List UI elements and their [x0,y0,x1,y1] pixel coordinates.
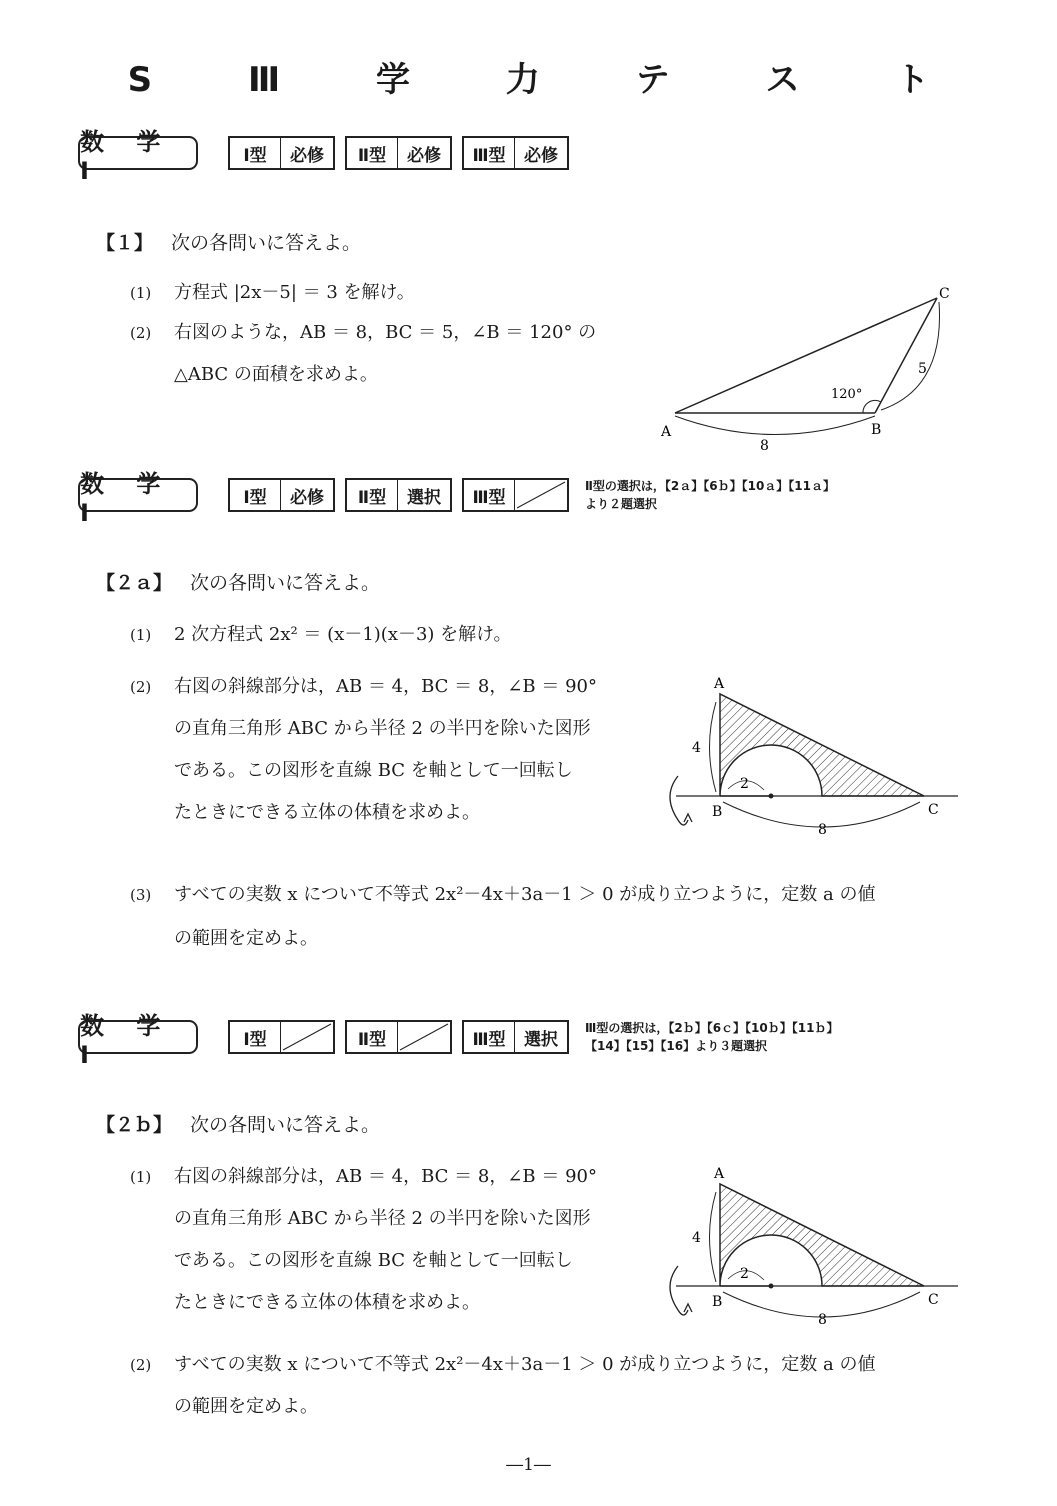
type-box-3 [462,478,569,512]
radius-label: 2 [740,1266,749,1282]
vertex-b-label: B [712,804,723,820]
side-bc-label: 8 [818,822,827,838]
empty-slot-slash [515,480,567,510]
empty-slot-slash [281,1022,333,1052]
type-box-3 [462,136,569,170]
type-box-3 [462,1020,569,1054]
part-number: (3) [130,886,152,904]
vertex-b-label: B [871,422,882,438]
part-number: (1) [130,1168,152,1186]
question-1-part-1 [130,278,415,304]
question-number: 【１】 [96,232,154,254]
question-number: 【２ｂ】 [96,1114,173,1136]
type-label: Ⅰ型 [230,1022,281,1052]
part-text: 右図の斜線部分は，AB ＝ 4，BC ＝ 8，∠B ＝ 90° [174,1166,598,1187]
part-text: △ABC の面積を求めよ。 [174,364,378,385]
page-number: ―1― [506,1455,551,1475]
part-text: 右図の斜線部分は，AB ＝ 4，BC ＝ 8，∠B ＝ 90° [174,676,598,697]
question-number: 【２ａ】 [96,572,173,594]
vertex-c-label: C [928,1292,939,1308]
question-2b-part-2 [130,1350,875,1376]
type-label: Ⅱ型 [347,138,398,168]
type-box-2 [345,1020,452,1054]
type-label: Ⅰ型 [230,138,281,168]
vertex-a-label: A [714,676,725,692]
part-number: (2) [130,324,152,342]
vertex-c-label: C [939,286,950,302]
part-text-line: の直角三角形 ABC から半径 2 の半円を除いた図形 [174,1208,591,1229]
side-ab-label: 4 [692,740,701,756]
triangle-figure-1 [655,278,965,458]
type-status: 選択 [407,487,441,508]
part-text: 方程式 |2x－5| ＝ 3 を解け。 [174,282,415,303]
question-intro: 次の各問いに答えよ。 [171,232,362,254]
part-text-line: の直角三角形 ABC から半径 2 の半円を除いた図形 [174,718,591,739]
part-number: (2) [130,1356,152,1374]
type-status: 必修 [290,145,324,166]
question-1-part-2 [130,318,596,344]
type-label: Ⅰ型 [230,480,281,510]
part-number: (1) [130,284,152,302]
part-text-line: である。この図形を直線 BC を軸として一回転し [174,1250,573,1271]
question-2a-part-1 [130,620,511,646]
side-bc-label: 8 [818,1312,827,1328]
part-text-line: の範囲を定めよ。 [174,928,318,949]
part-text-line: である。この図形を直線 BC を軸として一回転し [174,760,573,781]
type-label: Ⅱ型 [347,480,398,510]
question-intro: 次の各問いに答えよ。 [190,572,381,594]
side-ab-label: 8 [760,438,769,454]
part-text: すべての実数 x について不等式 2x²－4x＋3a－1 ＞ 0 が成り立つように，定数 a の値 [174,884,876,905]
type-label: Ⅲ型 [464,1022,515,1052]
type-box-2 [345,478,452,512]
part-number: (2) [130,678,152,696]
part-text-line: たときにできる立体の体積を求めよ。 [174,1292,480,1313]
subject-label: 数 学 Ⅰ [78,478,198,512]
selection-note: Ⅲ型の選択は，【2ｂ】【6ｃ】【10ｂ】【11ｂ】 【14】【15】【16】より３題選択 [585,1021,839,1053]
subject-label: 数 学 Ⅰ [78,1020,198,1054]
vertex-b-label: B [712,1294,723,1310]
type-box-1 [228,136,335,170]
type-label: Ⅲ型 [464,138,515,168]
question-2b-header [96,1110,380,1137]
type-box-2 [345,136,452,170]
empty-slot-slash [398,1022,450,1052]
type-status: 選択 [524,1029,558,1050]
rotation-figure-2b [658,1162,963,1332]
part-text-line: の範囲を定めよ。 [174,1396,318,1417]
type-label: Ⅲ型 [464,480,515,510]
subject-banner-1 [78,127,579,185]
radius-label: 2 [740,776,749,792]
type-label: Ⅱ型 [347,1022,398,1052]
question-2a-part-2 [130,672,597,698]
subject-banner-2 [78,469,836,527]
rotation-figure-2a [658,672,963,842]
page-title: S Ⅲ 学 力 テ ス ト [127,60,972,100]
type-status: 必修 [407,145,441,166]
question-intro: 次の各問いに答えよ。 [190,1114,381,1136]
selection-note: Ⅱ型の選択は，【2ａ】【6ｂ】【10ａ】【11ａ】 より２題選択 [585,479,836,511]
part-text: すべての実数 x について不等式 2x²－4x＋3a－1 ＞ 0 が成り立つように，定数 a の値 [174,1354,876,1375]
part-text-line: たときにできる立体の体積を求めよ。 [174,802,480,823]
question-1-part-2-cont [174,360,378,386]
question-2b-part-1 [130,1162,597,1188]
type-status: 必修 [524,145,558,166]
subject-label: 数 学 Ⅰ [78,136,198,170]
vertex-a-label: A [714,1166,725,1182]
part-number: (1) [130,626,152,644]
question-1-header [96,228,361,255]
subject-banner-3 [78,1011,839,1069]
part-text: 右図のような，AB ＝ 8，BC ＝ 5，∠B ＝ 120° の [174,322,597,343]
vertex-a-label: A [661,424,672,440]
vertex-c-label: C [928,802,939,818]
part-text: 2 次方程式 2x² ＝ (x－1)(x－3) を解け。 [174,624,512,645]
type-box-1 [228,1020,335,1054]
question-2a-part-3 [130,880,875,906]
side-ab-label: 4 [692,1230,701,1246]
type-box-1 [228,478,335,512]
side-bc-label: 5 [918,361,927,377]
type-status: 必修 [290,487,324,508]
question-2a-header [96,568,380,595]
angle-b-label: 120° [831,387,863,402]
